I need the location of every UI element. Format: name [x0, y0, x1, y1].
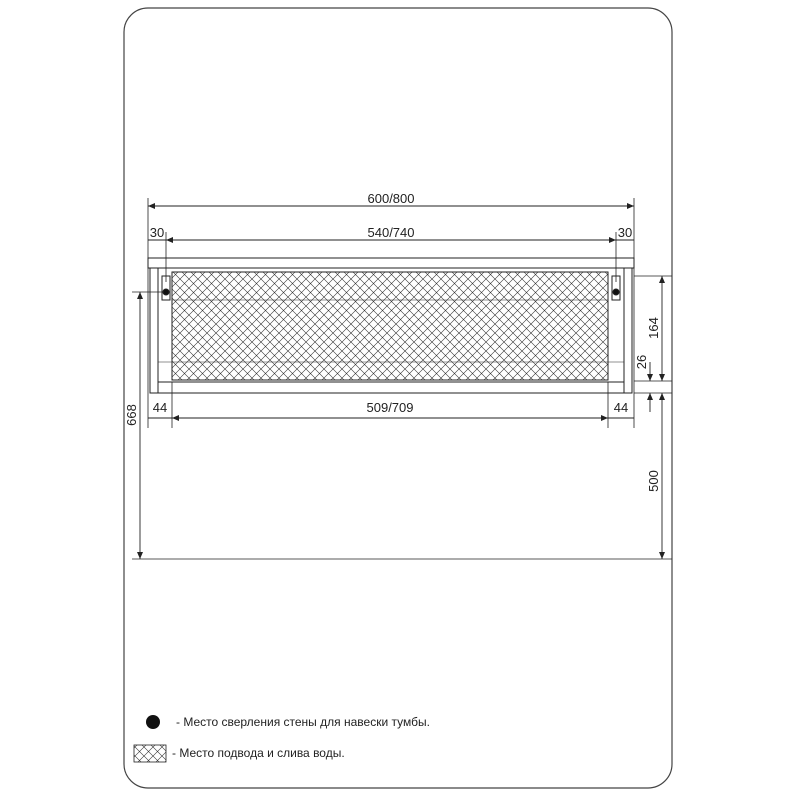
label-box-height: 164 [646, 317, 661, 339]
legend-hatch-swatch [134, 745, 166, 762]
label-bottom-width: 509/709 [366, 400, 414, 415]
legend-drill-text: - Место сверления стены для навески тумбы. [176, 715, 430, 729]
label-floor-height: 500 [646, 470, 661, 492]
sheet-border [124, 8, 672, 788]
label-inner-width: 540/740 [367, 225, 415, 240]
label-gap-height: 26 [634, 354, 649, 370]
label-left-offset: 30 [149, 225, 165, 240]
label-bottom-left: 44 [152, 400, 168, 415]
label-right-offset: 30 [617, 225, 633, 240]
label-total-height: 668 [124, 404, 139, 426]
water-zone-hatch [172, 272, 608, 380]
label-bottom-right: 44 [613, 400, 629, 415]
label-overall-width: 600/800 [367, 191, 415, 206]
cabinet-top-panel [148, 258, 634, 268]
legend-water-text: - Место подвода и слива воды. [172, 746, 345, 760]
